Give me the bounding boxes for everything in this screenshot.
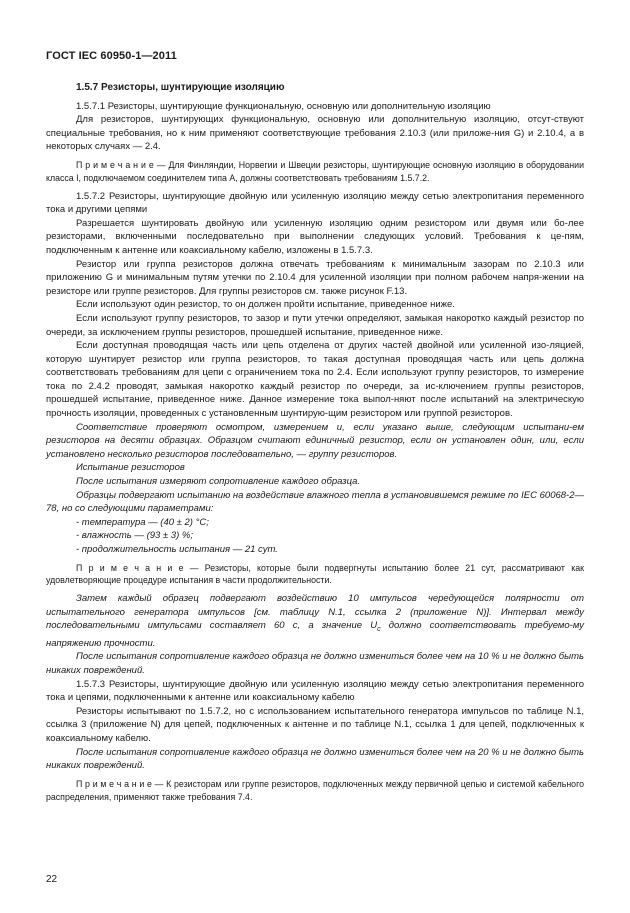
impulse-test-b: должно соответствовать требуемо-му напряжению прочности.	[46, 620, 584, 649]
note-2	[46, 562, 584, 588]
result-10-percent: После испытания сопротивление каждого образца не должно измениться более чем на 10 % и не должно быть никаких повреждений.	[46, 651, 584, 677]
note-3-label: П р и м е ч а н и е	[76, 778, 152, 789]
clause-2-para-1: Разрешается шунтировать двойную или усиленную изоляцию одним резистором или двумя или бо-лее резисторами, включенными последовательно при выполнении следующих условий. Требования к це-пям, подключенным к антенне или коаксиальному кабелю, изложены в 1.5.7.3.	[46, 217, 584, 256]
clause-1-text: Для резисторов, шунтирующих функциональную, основную или дополнительную изоляцию, отсут-ствуют специальные требования, но к ним применяют соответствующие требования 2.10.3 (или приложе-ния G) и 2.10.4, а в некоторых случаях — 2.4.	[46, 114, 584, 153]
param-duration: - продолжительность испытания — 21 сут.	[76, 544, 278, 555]
param-temperature: - температура — (40 ± 2) °С;	[76, 516, 209, 528]
clause-2-para-5: Если доступная проводящая часть или цепь отделена от других частей двойной или усиленной изо-ляцией, которую шунтирует резистор или группа резисторов, то такая доступная проводящая часть или цепь должна соответствовать требованиям для цепи с ограничением тока по 2.4. Если используют группу резисторов, то измерение тока по 2.4.2 проводят, замыкая накоротко каждый резистор по очереди, за ис-ключением группы резисторов, прошедшей испытание, приведенное ниже. Данное измерение тока выпол-няют после испытаний на электрическую прочность изоляции, проведенных с установленным шунтирую-щим резистором или группой резисторов.	[46, 340, 584, 420]
impulse-test-a: Затем каждый образец подвергают воздействию 10 импульсов чередующейся полярности от испытательного генератора импульсов [см. таблицу N.1, ссылка 2 (приложение N)]. Интервал между последовательными импульсами составляет 60 с, а значение U	[46, 593, 584, 632]
note-3	[46, 778, 584, 804]
note-1-label: П р и м е ч а н и е	[76, 159, 154, 170]
clause-1-title: 1.5.7.1 Резисторы, шунтирующие функциональную, основную или дополнительную изоляцию	[76, 100, 491, 112]
clause-2-title: 1.5.7.2 Резисторы, шунтирующие двойную или усиленную изоляцию между сетью электропитания переменного тока и другими цепями	[46, 190, 584, 216]
clause-3-para-1: Резисторы испытывают по 1.5.7.2, но с использованием испытательного генератора импульсов по таблице N.1, ссылка 3 (приложение N) для цепей, подключенных к антенне и по таблице N.1, ссылка 1 для цепей, подключенных к коаксиальному кабелю.	[46, 705, 584, 745]
result-20-percent: После испытания сопротивление каждого образца не должно измениться более чем на 20 % и не должно быть никаких повреждений.	[46, 746, 584, 772]
test-step-2: Образцы подвергают испытанию на воздействие влажного тепла в установившемся режиме по IEC 60068-2—78, но со следующими параметрами:	[46, 489, 584, 515]
document-header: ГОСТ IEC 60950-1—2011	[46, 50, 177, 62]
clause-3-title: 1.5.7.3 Резисторы, шунтирующие двойную или усиленную изоляцию между сетью электропитания переменного тока и цепями, подключенными к антенне или коаксиальному кабелю	[46, 678, 584, 704]
impulse-test-sub: c	[377, 626, 381, 634]
param-humidity: - влажность — (93 ± 3) %;	[76, 530, 193, 542]
note-3-text: — К резисторам или группе резисторов, подключенных между первичной цепью и системой кабельного распределения, применяют также требования 7.4.	[46, 778, 584, 802]
note-1	[46, 159, 584, 185]
test-step-1: После испытания измеряют сопротивление каждого образца.	[76, 476, 361, 488]
clause-2-para-3: Если используют один резистор, то он должен пройти испытание, приведенное ниже.	[76, 299, 455, 311]
note-2-text: — Резисторы, которые были подвергнуты испытанию более 21 сут, рассматривают как удовлетворяющие процедуре испытания в части продолжительности.	[46, 562, 584, 586]
document-body	[46, 81, 584, 808]
clause-2-para-4: Если используют группу резисторов, то зазор и пути утечки определяют, замыкая накоротко каждый резистор по очереди, за исключением группы резисторов, прошедшей испытание, приведенное ниже.	[46, 312, 584, 338]
section-title: 1.5.7 Резисторы, шунтирующие изоляцию	[76, 82, 285, 93]
clause-2-para-2: Резистор или группа резисторов должна отвечать требованиям к минимальным зазорам по 2.10.3 или приложению G и минимальным путям утечки по 2.10.4 для усиленной изоляции при полном рабочем напря-жении на резисторе или группе резисторов. Для группы резисторов см. также рисунок F.13.	[46, 258, 584, 297]
compliance-check: Соответствие проверяют осмотром, измерением и, если указано выше, следующим испытани-ем резисторов на десяти образцах. Образцом считают единичный резистор, если он установлен один, или, если установлено несколько резисторов последовательно, — группу резисторов.	[46, 421, 584, 460]
page-number: 22	[46, 874, 58, 885]
note-1-text: — Для Финляндии, Норвегии и Швеции резисторы, шунтирующие основную изоляцию в оборудовании класса I, подключаемом соединителем типа А, должны соответствовать требованиям 1.5.7.2.	[46, 159, 584, 183]
note-2-label: П р и м е ч а н и е	[76, 562, 184, 573]
test-heading: Испытание резисторов	[76, 462, 185, 474]
impulse-test	[46, 592, 584, 650]
